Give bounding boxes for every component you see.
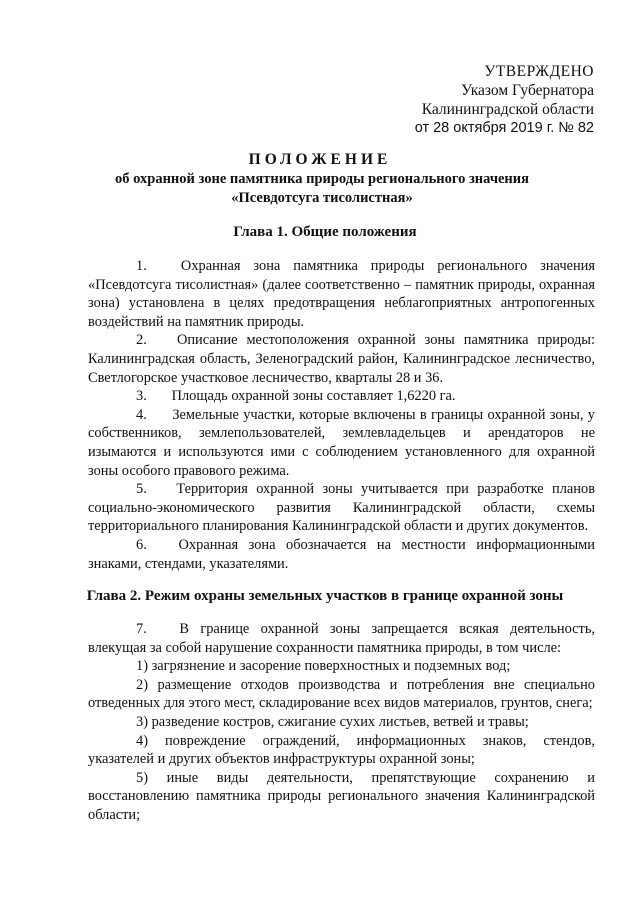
- approval-stamp-title: УТВЕРЖДЕНО: [484, 63, 594, 80]
- paragraph-1: [88, 257, 595, 331]
- paragraph-text: Охранная зона памятника природы регионального значения «Псевдотсуга тисолистная» (далее соответственно – памятник природы, охранная зона) установлена в целях предотвращения неблагоприятных антропогенных воздействий на памятник природы.: [88, 258, 595, 330]
- subitem-3: 3) разведение костров, сжигание сухих листьев, ветвей и травы;: [136, 713, 529, 730]
- subtitle-line-2: «Псевдотсуга тисолистная»: [231, 189, 413, 206]
- paragraph-text: Описание местоположения охранной зоны памятника природы: Калининградская область, Зеленоградский район, Калининградское лесничество, Светлогорское участковое лесничество, кварталы 28 и 36.: [88, 332, 595, 386]
- paragraph-text: Площадь охранной зоны составляет 1,6220 га.: [171, 388, 456, 405]
- approval-region: Калининградской области: [421, 101, 594, 118]
- paragraph-number: 2.: [136, 332, 147, 349]
- paragraph-text: Земельные участки, которые включены в границы охранной зоны, у собственников, землепользователей, землевладельцев и арендаторов не изымаются и используются ими с соблюдением установленного для охранной зоны особого правового режима.: [88, 406, 595, 479]
- paragraph-4: [88, 406, 595, 480]
- approval-block: [415, 62, 594, 138]
- paragraph-number: 4.: [136, 406, 147, 423]
- approval-decree: Указом Губернатора: [461, 82, 594, 99]
- paragraph-number: 6.: [136, 536, 147, 553]
- paragraph-number: 1.: [136, 258, 147, 274]
- subtitle-line-1: об охранной зоне памятника природы регионального значения: [115, 171, 529, 187]
- paragraph-3: [88, 387, 595, 406]
- document-title: ПОЛОЖЕНИЕ: [248, 151, 392, 168]
- subitem-4: 4) повреждение ограждений, информационных знаков, стендов, указателей и других объектов инфраструктуры охранной зоны;: [88, 732, 595, 768]
- paragraph-text: В границе охранной зоны запрещается всякая деятельность, влекущая за собой нарушение сохранности памятника природы, в том числе:: [88, 621, 595, 656]
- subitem-2: 2) размещение отходов производства и потребления вне специально отведенных для этого мест, складирование всех видов материалов, грунтов, снега;: [88, 676, 595, 712]
- paragraph-text: Охранная зона обозначается на местности информационными знаками, стендами, указателями.: [88, 536, 595, 572]
- document-subtitle: [60, 170, 584, 207]
- paragraph-number: 5.: [136, 481, 147, 498]
- paragraph-number: 7.: [136, 621, 147, 637]
- approval-date-number: от 28 октября 2019 г. № 82: [414, 120, 594, 136]
- chapter-2-body: [88, 620, 595, 825]
- paragraph-text: Территория охранной зоны учитывается при разработке планов социально-экономического развития Калининградской области, схемы территориального планирования Калининградской области и других документов.: [88, 481, 595, 535]
- paragraph-7: [88, 620, 595, 657]
- subitem-5: 5) иные виды деятельности, препятствующие сохранению и восстановлению памятника природы регионального значения Калининградской области;: [88, 769, 595, 823]
- chapter-1-heading: Глава 1. Общие положения: [233, 224, 417, 240]
- paragraph-6: [88, 536, 595, 573]
- chapter-2-heading: Глава 2. Режим охраны земельных участков в границе охранной зоны: [86, 588, 564, 604]
- chapter-1-body: [88, 257, 595, 573]
- subitem-1: 1) загрязнение и засорение поверхностных и подземных вод;: [136, 658, 511, 675]
- paragraph-2: [88, 331, 595, 387]
- paragraph-5: [88, 480, 595, 536]
- paragraph-number: 3.: [136, 388, 147, 405]
